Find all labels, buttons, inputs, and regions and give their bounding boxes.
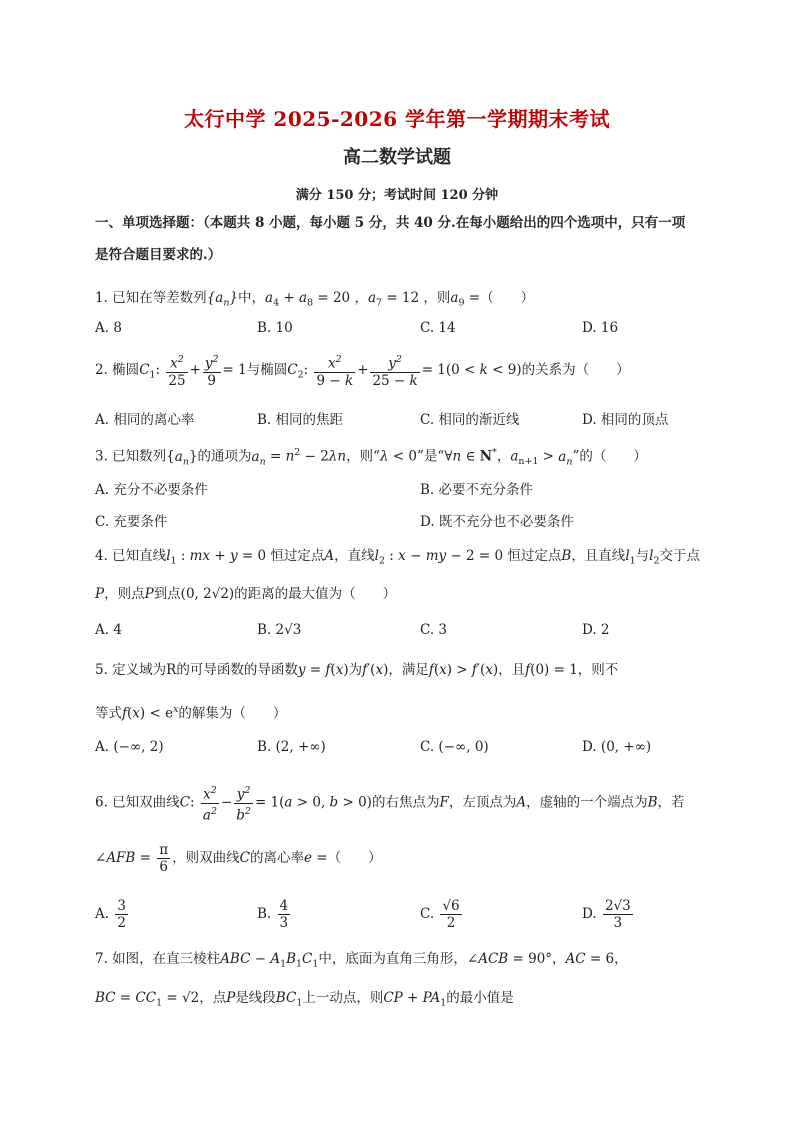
- option-a[interactable]: A. (−∞, 2): [95, 739, 164, 755]
- option-c-fraction: $\frac{√6}{2}$: [442, 898, 460, 931]
- question-3-options-row2: [95, 510, 715, 534]
- option-d[interactable]: D. 相同的顶点: [582, 412, 669, 428]
- question-4-options: [95, 622, 715, 646]
- option-b[interactable]: B. 必要不充分条件: [420, 482, 534, 498]
- option-d[interactable]: [582, 898, 635, 931]
- question-6-options: [95, 898, 715, 931]
- section-heading: [95, 207, 705, 271]
- option-d-label: D.: [582, 906, 597, 922]
- section-heading-line2: 是符合题目要求的.）: [95, 247, 222, 263]
- option-b[interactable]: B. 2√3: [257, 622, 302, 638]
- question-5-line1: 5. 定义域为R的可导函数的导函数y = f(x)为f′(x)，满足f(x) > f′(x)，且f(0) = 1，则不: [95, 662, 619, 678]
- question-3: 3. 已知数列$\{a_n\}$的通项为$a_n = n^2 - 2\lambda n$，则“λ < 0”是“∀n ∈ N*，$a_{n+1} > a_n$”的（ ）: [95, 447, 647, 468]
- exam-subtitle: 高二数学试题: [343, 147, 451, 168]
- option-c[interactable]: C. 相同的渐近线: [420, 412, 520, 428]
- question-1-options: [95, 320, 715, 344]
- question-number: 3.: [95, 448, 108, 465]
- option-c[interactable]: [420, 898, 464, 931]
- question-number: 2.: [95, 361, 108, 378]
- option-b[interactable]: B. (2, +∞): [257, 739, 326, 755]
- option-a-fraction: $\frac{3}{2}$: [117, 898, 126, 931]
- question-number: 7.: [95, 951, 108, 967]
- question-number: 5.: [95, 662, 108, 678]
- option-c[interactable]: C. (−∞, 0): [420, 739, 489, 755]
- exam-title: 太行中学 2025-2026 学年第一学期期末考试: [183, 107, 611, 131]
- option-d[interactable]: D. 16: [582, 320, 619, 336]
- question-2: 2. 椭圆$C_1$: $\frac{x^2}{25}$ + $\frac{y^2}{9}$ = 1与椭圆$C_2$: $\frac{x^2}{9 - k}$ + $\frac{y^2}{25 - k}$ = 1(0 < k < 9)的关系为（ ）: [95, 354, 630, 389]
- option-b-label: B.: [257, 906, 272, 922]
- question-7-line2: BC = $CC_1 = √2$，点P是线段$BC_1$上一动点，则CP + $PA_1$的最小值是: [95, 990, 514, 1009]
- question-number: 6.: [95, 794, 108, 811]
- question-3-options-row1: [95, 478, 715, 502]
- question-6-line2: ∠AFB = $\frac{\pi}{6}$ ，则双曲线C的离心率e =（ ）: [95, 842, 382, 875]
- question-number: 1.: [95, 290, 108, 306]
- option-c[interactable]: C. 3: [420, 622, 448, 638]
- option-a[interactable]: A. 4: [95, 622, 122, 638]
- question-2-options: [95, 408, 715, 432]
- option-b[interactable]: [257, 898, 292, 931]
- option-c-label: C.: [420, 906, 435, 922]
- question-4-line2: P，则点P到点(0, 2√2)的距离的最大值为（ ）: [95, 586, 397, 602]
- exam-meta: 满分 150 分；考试时间 120 分钟: [295, 188, 499, 203]
- option-a[interactable]: [95, 898, 130, 931]
- question-7-line1: 7. 如图，在直三棱柱ABC − $A_1B_1C_1$中，底面为直角三角形，∠ACB = 90°，AC = 6，: [95, 951, 628, 970]
- option-b[interactable]: B. 10: [257, 320, 293, 336]
- question-5-line2: 等式$f(x) < e^x$的解集为（ ）: [95, 704, 287, 722]
- question-number: 4.: [95, 548, 108, 564]
- option-d[interactable]: D. (0, +∞): [582, 739, 652, 755]
- option-a[interactable]: A. 8: [95, 320, 122, 336]
- option-a-label: A.: [95, 906, 110, 922]
- question-4-line1: 4. 已知直线$l_1$ : mx + y = 0 恒过定点A，直线$l_2$ : x − my − 2 = 0 恒过定点B，且直线$l_1$与$l_2$交于点: [95, 548, 700, 567]
- question-6-line1: 6. 已知双曲线C: $\frac{x^2}{a^2}$ − $\frac{y^2}{b^2}$ = 1(a > 0, b > 0)的右焦点为F，左顶点为A，虚轴的一个端点为B，若: [95, 785, 685, 823]
- option-a[interactable]: A. 相同的离心率: [95, 412, 195, 428]
- option-c[interactable]: C. 充要条件: [95, 514, 168, 530]
- section-heading-line1: 一、单项选择题：（本题共 8 小题，每小题 5 分，共 40 分.在每小题给出的四个选项中，只有一项: [95, 215, 686, 231]
- option-b[interactable]: B. 相同的焦距: [257, 412, 344, 428]
- option-b-fraction: $\frac{4}{3}$: [279, 898, 289, 931]
- option-c[interactable]: C. 14: [420, 320, 456, 336]
- option-d[interactable]: D. 既不充分也不必要条件: [420, 514, 574, 530]
- option-d[interactable]: D. 2: [582, 622, 610, 638]
- option-a[interactable]: A. 充分不必要条件: [95, 482, 208, 498]
- question-1: 1. 已知在等差数列$\{a_n\}$中，$a_4 + a_8 = 20$ ，$a_7 = 12$ ，则$a_9$ =（ ）: [95, 290, 535, 309]
- question-5-options: [95, 739, 715, 763]
- option-d-fraction: $\frac{2√3}{3}$: [604, 898, 631, 931]
